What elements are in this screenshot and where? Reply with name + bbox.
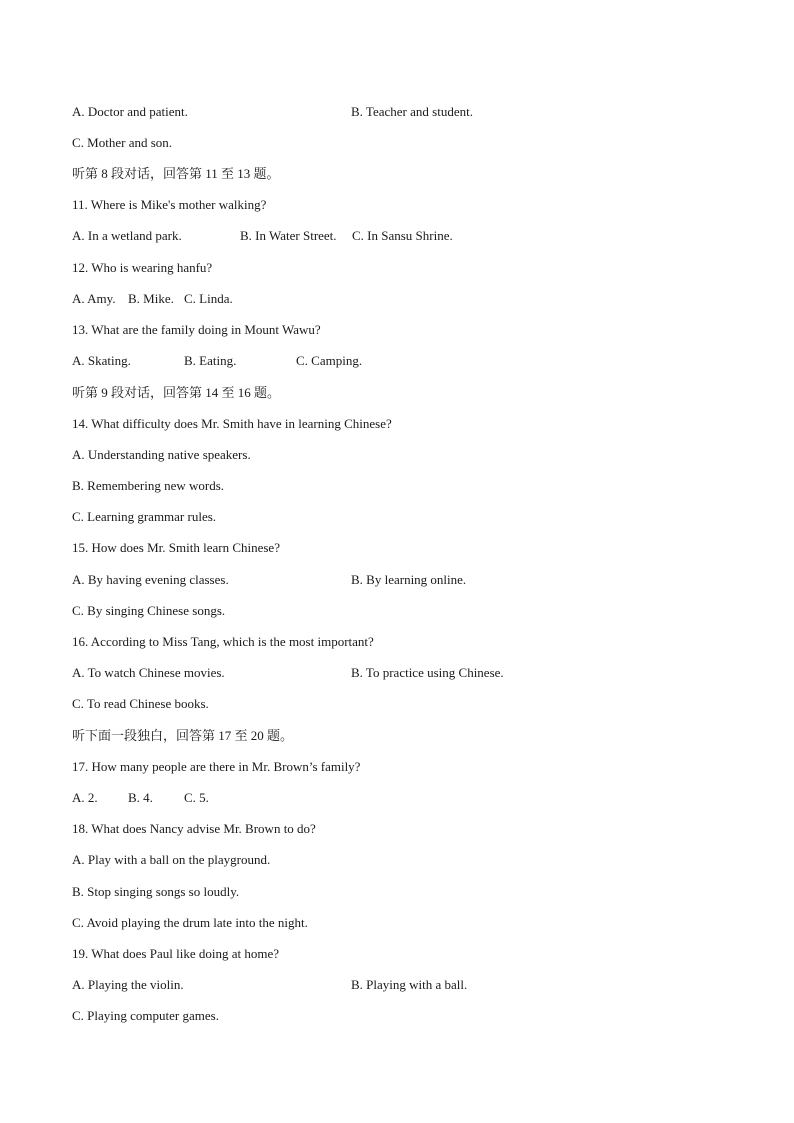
option-a: A. Play with a ball on the playground. bbox=[72, 852, 271, 867]
option-b: B. Stop singing songs so loudly. bbox=[72, 884, 240, 899]
question-stem: 19. What does Paul like doing at home? bbox=[72, 946, 279, 961]
question-stem: 15. How does Mr. Smith learn Chinese? bbox=[72, 540, 280, 555]
option-c: C. By singing Chinese songs. bbox=[72, 603, 226, 618]
option-b: B. Playing with a ball. bbox=[351, 977, 468, 992]
option-b: B. 4. bbox=[128, 790, 153, 805]
option-b: B. Remembering new words. bbox=[72, 478, 225, 493]
option-b: B. Teacher and student. bbox=[351, 104, 473, 119]
option-a: A. Understanding native speakers. bbox=[72, 447, 251, 462]
option-a: A. By having evening classes. bbox=[72, 572, 229, 587]
option-c: C. Avoid playing the drum late into the night. bbox=[72, 915, 308, 930]
section-instruction: 听下面一段独白，回答第 17 至 20 题。 bbox=[72, 728, 294, 743]
option-a: A. In a wetland park. bbox=[72, 228, 182, 243]
option-c: C. To read Chinese books. bbox=[72, 696, 209, 711]
option-c: C. Playing computer games. bbox=[72, 1008, 219, 1023]
option-c: C. In Sansu Shrine. bbox=[352, 228, 453, 243]
question-stem: 14. What difficulty does Mr. Smith have in learning Chinese? bbox=[72, 416, 392, 431]
option-b: B. In Water Street. bbox=[240, 228, 337, 243]
question-stem: 13. What are the family doing in Mount Wawu? bbox=[72, 322, 321, 337]
option-b: B. Mike. bbox=[128, 291, 174, 306]
option-a: A. Amy. bbox=[72, 291, 116, 306]
question-stem: 11. Where is Mike's mother walking? bbox=[72, 197, 267, 212]
option-c: C. Learning grammar rules. bbox=[72, 509, 217, 524]
option-c: C. 5. bbox=[184, 790, 209, 805]
option-a: A. Skating. bbox=[72, 353, 131, 368]
question-stem: 16. According to Miss Tang, which is the most important? bbox=[72, 634, 374, 649]
option-c: C. Camping. bbox=[296, 353, 363, 368]
option-b: B. Eating. bbox=[184, 353, 237, 368]
option-a: A. 2. bbox=[72, 790, 98, 805]
question-stem: 18. What does Nancy advise Mr. Brown to do? bbox=[72, 821, 316, 836]
option-a: A. To watch Chinese movies. bbox=[72, 665, 225, 680]
option-b: B. By learning online. bbox=[351, 572, 467, 587]
option-a: A. Doctor and patient. bbox=[72, 104, 188, 119]
question-stem: 17. How many people are there in Mr. Brown’s family? bbox=[72, 759, 361, 774]
question-stem: 12. Who is wearing hanfu? bbox=[72, 260, 213, 275]
option-c: C. Linda. bbox=[184, 291, 233, 306]
section-instruction: 听第 9 段对话，回答第 14 至 16 题。 bbox=[72, 385, 281, 400]
section-instruction: 听第 8 段对话，回答第 11 至 13 题。 bbox=[72, 166, 280, 181]
option-b: B. To practice using Chinese. bbox=[351, 665, 504, 680]
option-a: A. Playing the violin. bbox=[72, 977, 184, 992]
option-c: C. Mother and son. bbox=[72, 135, 173, 150]
